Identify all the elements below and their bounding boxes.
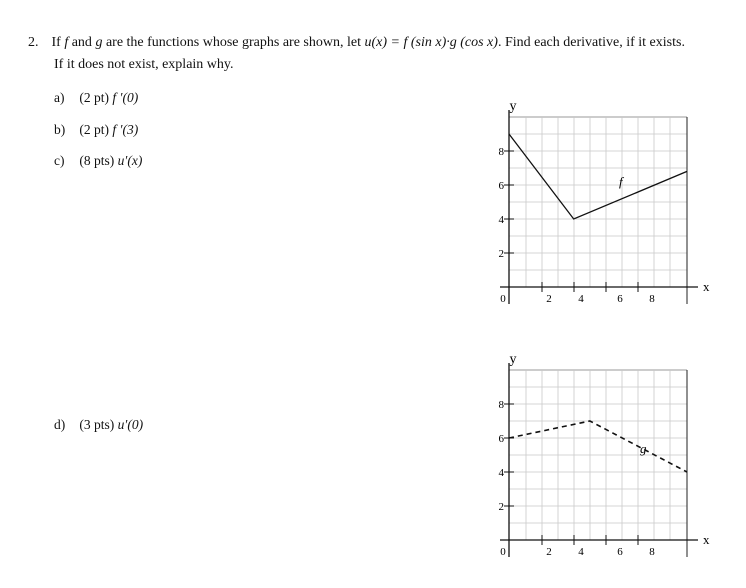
- function-f: f: [64, 35, 69, 50]
- graph-f-x-label: x: [703, 279, 710, 294]
- part-d-expr: u′(0): [117, 417, 144, 432]
- problem-text-mid: are the functions whose graphs are shown, let: [105, 35, 361, 50]
- graph-f-xtick-label-2: 2: [546, 293, 552, 305]
- graph-g-ytick-label-6: 6: [498, 433, 504, 445]
- graph-g-xtick-label-2: 2: [546, 546, 552, 558]
- graph-g-ytick-label-2: 2: [498, 501, 504, 513]
- part-a-expr: f ′(0): [112, 90, 139, 105]
- graph-f-y-label: y: [509, 99, 517, 114]
- problem-text-end: . Find each derivative, if it exists.: [497, 35, 685, 50]
- problem-formula: u(x) = f (sin x)·g (cos x): [364, 35, 498, 50]
- part-b-points: (2 pt): [79, 122, 109, 137]
- problem-number: 2.: [28, 35, 39, 50]
- graph-f-ytick-label-8: 8: [498, 146, 504, 158]
- graph-g-xtick-label-6: 6: [617, 546, 623, 558]
- part-c-points: (8 pts): [79, 153, 115, 168]
- graph-f-grid: [509, 117, 687, 304]
- part-a: [54, 90, 138, 106]
- graph-g-x-label: x: [703, 532, 710, 547]
- part-d-label: d): [54, 417, 66, 432]
- graph-g-xtick-label-8: 8: [649, 546, 655, 558]
- part-d: [54, 417, 143, 433]
- graph-g-ytick-label-8: 8: [498, 399, 504, 411]
- part-a-points: (2 pt): [79, 90, 109, 105]
- graph-g-y-label: y: [509, 352, 517, 367]
- graph-f-xtick-label-0: 0: [500, 293, 506, 305]
- graph-g-ytick-label-4: 4: [498, 467, 504, 479]
- part-b: [54, 122, 138, 138]
- graph-f-ytick-label-2: 2: [498, 248, 504, 260]
- part-d-points: (3 pts): [79, 417, 115, 432]
- graph-g-xtick-label-0: 0: [500, 546, 506, 558]
- graph-f-xtick-label-8: 8: [649, 293, 655, 305]
- part-c: [54, 153, 142, 169]
- problem-line-2: If it does not exist, explain why.: [54, 57, 234, 72]
- part-b-expr: f ′(3): [112, 122, 139, 137]
- graph-g-series-g: [509, 421, 687, 472]
- part-b-label: b): [54, 122, 66, 137]
- graph-g-grid: [509, 370, 687, 557]
- graph-g-curve-label: g: [640, 441, 647, 456]
- graph-f-xtick-label-6: 6: [617, 293, 623, 305]
- graph-g-xtick-label-4: 4: [578, 546, 584, 558]
- problem-line-1: [28, 34, 685, 52]
- graph-f: [470, 92, 720, 312]
- graph-f-series-f: [509, 134, 687, 219]
- part-c-expr: u′(x): [117, 153, 143, 168]
- graph-g: [470, 345, 720, 565]
- graph-f-xtick-label-4: 4: [578, 293, 584, 305]
- problem-text-and: and: [71, 35, 92, 50]
- part-c-label: c): [54, 153, 65, 168]
- graph-f-ytick-label-4: 4: [498, 214, 504, 226]
- graph-f-ytick-label-6: 6: [498, 180, 504, 192]
- part-a-label: a): [54, 90, 65, 105]
- problem-text-if: If: [51, 35, 61, 50]
- function-g: g: [95, 35, 103, 50]
- graph-f-curve-label: f: [619, 174, 623, 189]
